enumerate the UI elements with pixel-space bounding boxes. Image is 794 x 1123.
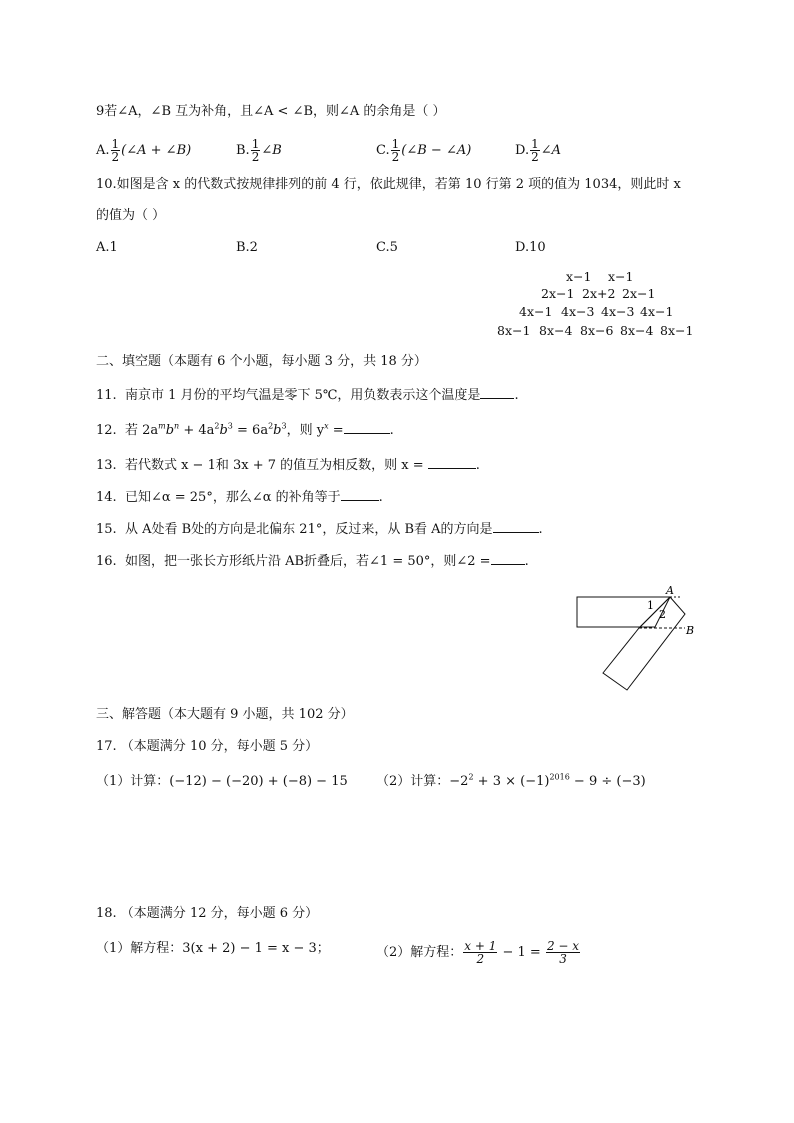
superscript: 2016 [549, 772, 570, 782]
q10-option-d: D.10 [515, 240, 546, 255]
q9-option-expr: ∠A [540, 143, 562, 158]
fraction-numerator: x + 1 [464, 939, 497, 953]
q18-title: 18. （本题满分 12 分，每小题 6 分） [96, 906, 319, 921]
q9-option-label: B. [236, 143, 250, 158]
q16 [96, 552, 529, 571]
section2-heading: 二、填空题（本题有 6 个小题，每小题 3 分，共 18 分） [96, 354, 427, 369]
q9-option-expr: (∠A + ∠B) [121, 143, 192, 158]
expr-part: ，则 y [286, 423, 325, 438]
q14 [96, 488, 383, 507]
expr-part: + 3 × (−1) [473, 774, 550, 789]
pattern-term: 8x−1 [660, 323, 694, 338]
question-number: 13. [96, 458, 117, 473]
question-number: 16. [96, 554, 117, 569]
pattern-term: 4x−1 [519, 304, 553, 319]
answer-blank[interactable] [341, 488, 379, 501]
question-number: 11. [96, 388, 117, 403]
q11 [96, 386, 519, 405]
fraction-numerator: 1 [111, 137, 120, 151]
fraction-denominator: 3 [546, 952, 580, 965]
label-angle-2: 2 [659, 608, 666, 621]
q9-option-b [236, 138, 282, 163]
question-text: 已知∠α = 25°，那么∠α 的补角等于 [124, 490, 341, 505]
q18-part1: （1）解方程：3(x + 2) − 1 = x − 3； [96, 941, 330, 956]
fraction-numerator: 1 [391, 137, 400, 151]
question-text: 从 A处看 B处的方向是北偏东 21°，反过来，从 B看 A的方向是 [124, 522, 493, 537]
expr-part: + 4a [179, 423, 215, 438]
q15 [96, 520, 543, 539]
expr-part: 若 2a [124, 423, 159, 438]
fraction [463, 940, 497, 965]
label-b: B [686, 624, 695, 637]
pattern-term: 4x−3 [561, 304, 595, 319]
q10-line2: 的值为（ ） [96, 208, 166, 223]
superscript: 2 [214, 421, 220, 431]
expr-part: （2）计算：−2 [376, 774, 469, 789]
superscript: x [324, 421, 329, 431]
pattern-term: 2x−1 [622, 286, 656, 301]
pattern-term: 8x−4 [620, 323, 654, 338]
superscript: m [158, 421, 166, 431]
superscript: 3 [281, 421, 287, 431]
rectangle-strip [577, 597, 670, 627]
question-text: 若代数式 x − 1和 3x + 7 的值互为相反数，则 x = [124, 458, 424, 473]
expr-part: （2）解方程： [376, 945, 463, 960]
question-text: 如图，把一张长方形纸片沿 AB折叠后，若∠1 = 50°，则∠2 = [124, 554, 491, 569]
pattern-term: 8x−6 [580, 323, 614, 338]
superscript: n [174, 421, 180, 431]
expr-part: − 1 = [498, 945, 545, 960]
answer-blank[interactable] [491, 552, 525, 565]
answer-blank[interactable] [493, 520, 539, 533]
q17-part1: （1）计算：(−12) − (−20) + (−8) − 15 [96, 774, 348, 789]
q9-option-label: C. [376, 143, 390, 158]
expr-part: − 9 ÷ (−3) [569, 774, 646, 789]
q9-option-expr: (∠B − ∠A) [401, 143, 472, 158]
expr-part: b [219, 423, 228, 438]
fraction-numerator: 1 [531, 137, 539, 151]
answer-blank[interactable] [480, 386, 514, 399]
question-number: 12. [96, 423, 117, 438]
punctuation: . [475, 458, 480, 473]
punctuation: . [538, 522, 543, 537]
fraction [391, 138, 401, 163]
pattern-term: 4x−3 [601, 304, 635, 319]
q9-option-d [515, 138, 561, 163]
q9-option-a [96, 138, 191, 163]
fold-figure [570, 582, 700, 694]
q9-stem: 9若∠A，∠B 互为补角，且∠A < ∠B，则∠A 的余角是（ ） [96, 104, 446, 119]
punctuation: . [378, 490, 383, 505]
pattern-term: 2x+2 [582, 286, 616, 301]
q18-part2 [376, 940, 581, 965]
question-number: 14. [96, 490, 117, 505]
q9-option-label: A. [96, 143, 110, 158]
expr-part: = [328, 423, 344, 438]
pattern-term: x−1 [608, 269, 634, 284]
fraction-denominator: 2 [463, 952, 497, 965]
fraction-denominator: 2 [111, 150, 120, 164]
fraction-denominator: 2 [251, 150, 260, 164]
punctuation: . [514, 388, 519, 403]
expr-part: b [273, 423, 282, 438]
superscript: 2 [268, 421, 274, 431]
punctuation: . [524, 554, 529, 569]
q10-line1: 10.如图是含 x 的代数式按规律排列的前 4 行，依此规律，若第 10 行第 2 项的值为 1034，则此时 x [96, 177, 681, 192]
fraction-denominator: 2 [391, 150, 400, 164]
pattern-term: 8x−1 [497, 323, 531, 338]
q17-part2 [376, 773, 646, 791]
expr-part: = 6a [232, 423, 269, 438]
pattern-term: 2x−1 [541, 286, 575, 301]
expr-part: b [165, 423, 175, 438]
fraction-numerator: 2 − x [546, 939, 580, 953]
q10-option-c: C.5 [376, 240, 398, 255]
question-text: 南京市 1 月份的平均气温是零下 5℃，用负数表示这个温度是 [124, 388, 481, 403]
q9-option-c [376, 138, 471, 163]
fraction [111, 138, 121, 163]
answer-blank[interactable] [428, 456, 476, 469]
question-number: 15. [96, 522, 117, 537]
fraction-denominator: 2 [531, 150, 539, 164]
label-angle-1: 1 [647, 599, 654, 612]
folded-strip [603, 597, 685, 690]
pattern-term: 8x−4 [539, 323, 573, 338]
pattern-term: x−1 [566, 269, 592, 284]
fraction-numerator: 1 [251, 137, 260, 151]
section3-heading: 三、解答题（本大题有 9 小题，共 102 分） [96, 707, 354, 722]
fraction [530, 138, 540, 163]
q17-title: 17. （本题满分 10 分，每小题 5 分） [96, 739, 319, 754]
answer-blank[interactable] [344, 421, 390, 434]
superscript: 3 [227, 421, 233, 431]
fraction [546, 940, 580, 965]
q10-option-b: B.2 [236, 240, 258, 255]
superscript: 2 [468, 772, 474, 782]
q10-option-a: A.1 [96, 240, 118, 255]
q9-option-label: D. [515, 143, 530, 158]
label-a: A [666, 584, 674, 597]
pattern-term: 4x−1 [640, 304, 674, 319]
punctuation: . [389, 423, 394, 438]
q9-option-expr: ∠B [261, 143, 282, 158]
q12 [96, 421, 394, 440]
fraction [251, 138, 261, 163]
q13 [96, 456, 480, 475]
